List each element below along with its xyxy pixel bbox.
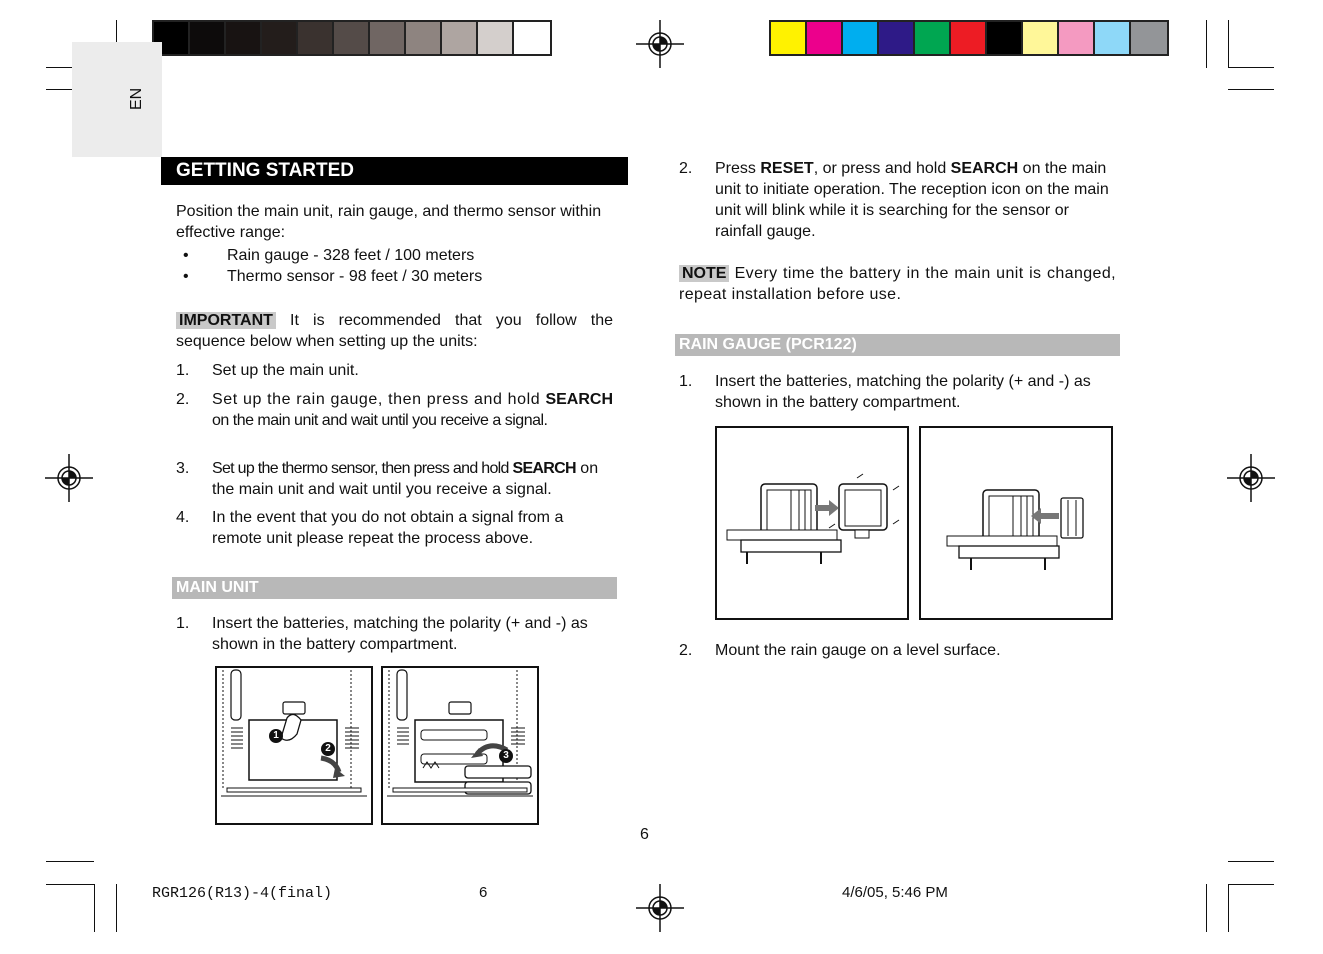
list-item	[679, 640, 1119, 661]
main-unit-battery-figure-1	[215, 666, 373, 825]
color-swatch	[771, 22, 807, 54]
step-text: Mount the rain gauge on a level surface.	[715, 642, 1001, 659]
color-swatch	[915, 22, 951, 54]
list-item	[176, 360, 616, 381]
step-text: Set up the main unit.	[212, 362, 359, 379]
gray-swatch	[514, 22, 550, 54]
rain-gauge-battery-figure-1	[715, 426, 909, 620]
step-text: Set up the rain gauge, then press and hold SEARCH on the main unit and wait until you receive a signal.	[212, 391, 613, 429]
step-text: Set up the thermo sensor, then press and hold SEARCH on the main unit and wait until you receive a signal.	[212, 460, 599, 498]
gray-swatch	[406, 22, 442, 54]
step-number: 1.	[176, 362, 190, 379]
registration-target-icon	[1227, 454, 1275, 502]
gray-swatch	[478, 22, 514, 54]
color-swatch	[1023, 22, 1059, 54]
registration-target-icon	[45, 454, 93, 502]
registration-target-icon	[636, 20, 684, 68]
list-item	[176, 389, 616, 452]
important-text: It is recommended that you follow the sequence below when setting up the units:	[176, 312, 613, 350]
step-marker-1: 1	[269, 729, 283, 743]
step-number: 3.	[176, 460, 190, 477]
page-number: 6	[640, 826, 649, 843]
step-number: 4.	[176, 509, 190, 526]
step-text: Insert the batteries, matching the polarity (+ and -) as shown in the battery compartment.	[715, 373, 1091, 411]
bullet-text: Rain gauge - 328 feet / 100 meters	[227, 247, 475, 264]
important-tag: IMPORTANT	[176, 312, 276, 329]
intro-paragraph: Position the main unit, rain gauge, and thermo sensor within effective range:	[176, 203, 602, 241]
step-text: In the event that you do not obtain a signal from a remote unit please repeat the process above.	[212, 509, 564, 547]
bullet-text: Thermo sensor - 98 feet / 30 meters	[227, 268, 483, 285]
registration-target-icon	[636, 884, 684, 932]
step-text: Press RESET, or press and hold SEARCH on the main unit to initiate operation. The reception icon on the main unit will blink while it is searching for the sensor or rainfall gauge.	[715, 160, 1109, 240]
rain-gauge-battery-figure-2	[919, 426, 1113, 620]
list-item	[176, 458, 616, 500]
step-number: 1.	[176, 615, 190, 632]
footer-filename: RGR126(R13)-4(final)	[152, 885, 333, 902]
language-tab	[72, 42, 162, 157]
color-swatch	[843, 22, 879, 54]
color-swatch	[807, 22, 843, 54]
language-label: EN	[128, 87, 145, 110]
footer-page: 6	[479, 884, 488, 901]
color-swatch	[1131, 22, 1167, 54]
color-swatch	[1059, 22, 1095, 54]
step-marker-3: 3	[499, 749, 513, 763]
grayscale-calibration-strip	[152, 20, 552, 56]
bullet-marker: •	[183, 268, 189, 285]
color-calibration-strip	[769, 20, 1169, 56]
gray-swatch	[226, 22, 262, 54]
gray-swatch	[442, 22, 478, 54]
step-number: 2.	[176, 391, 190, 408]
main-unit-battery-figure-2	[381, 666, 539, 825]
list-item	[679, 371, 1119, 413]
step-text: Insert the batteries, matching the polarity (+ and -) as shown in the battery compartment.	[212, 615, 588, 653]
note-tag: NOTE	[679, 265, 729, 282]
gray-swatch	[298, 22, 334, 54]
gray-swatch	[334, 22, 370, 54]
note-paragraph	[679, 263, 1116, 305]
footer-date: 4/6/05, 5:46 PM	[842, 884, 948, 901]
important-paragraph	[176, 310, 613, 352]
color-swatch	[879, 22, 915, 54]
section-header-rain-gauge: RAIN GAUGE (PCR122)	[675, 334, 1120, 356]
section-header-main-unit: MAIN UNIT	[172, 577, 617, 599]
color-swatch	[987, 22, 1023, 54]
gray-swatch	[190, 22, 226, 54]
color-swatch	[1095, 22, 1131, 54]
bullet-marker: •	[183, 247, 189, 264]
gray-swatch	[370, 22, 406, 54]
section-header-getting-started: GETTING STARTED	[161, 157, 628, 185]
list-item	[176, 613, 616, 655]
step-number: 2.	[679, 160, 693, 177]
color-swatch	[951, 22, 987, 54]
list-item	[679, 158, 1119, 242]
list-item	[176, 507, 616, 549]
step-number: 1.	[679, 373, 693, 390]
step-marker-2: 2	[321, 742, 335, 756]
note-text: Every time the battery in the main unit is changed, repeat installation before use.	[679, 265, 1116, 303]
gray-swatch	[262, 22, 298, 54]
step-number: 2.	[679, 642, 693, 659]
